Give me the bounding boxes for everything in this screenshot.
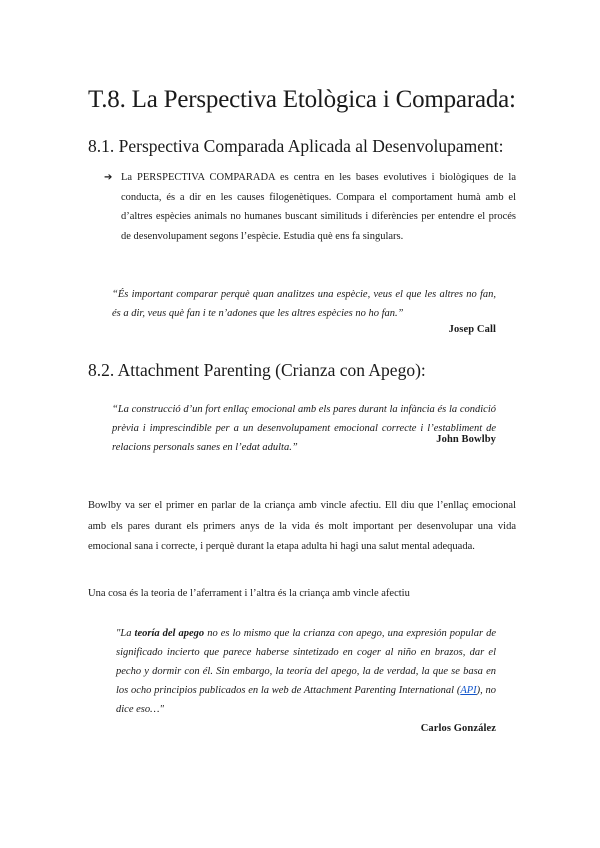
quote-author: Carlos González	[420, 723, 496, 734]
quote-carlos-gonzalez	[116, 624, 496, 719]
section-heading-8-2: 8.2. Attachment Parenting (Crianza con Apego):	[88, 360, 426, 380]
bullet-paragraph	[104, 168, 516, 246]
statement-line: Una cosa és la teoria de l’aferrament i l’altra és la criança amb vincle afectiu	[88, 588, 410, 599]
api-link[interactable]: API	[460, 685, 477, 696]
quote-text: ), no dice eso…"	[116, 685, 497, 715]
body-paragraph: Bowlby va ser el primer en parlar de la criança amb vincle afectiu. Ell diu que l’enllaç emocional amb els pares durant els primers anys de la vida és molt important per desenvolupar una vida emocional sana i correcte, i perquè durant la etapa adulta hi hagi una salut mental adequada.	[88, 500, 516, 552]
quote-author: John Bowlby	[436, 434, 496, 445]
quote-text: no es lo mismo que la crianza con apego, una expresión popular de significado incierto que parece haberse sintetizado en coger al niño en brazos, dar el pecho y dormir con él. Sin embargo, la teoría del apego, la de verdad, la que se basa en los ocho principios publicados en la web de Attachment Parenting International (	[116, 628, 497, 696]
quote-text: "La	[116, 628, 135, 639]
section-heading-8-1: 8.1. Perspectiva Comparada Aplicada al Desenvolupament:	[88, 136, 504, 156]
page-title: T.8. La Perspectiva Etològica i Comparada:	[88, 86, 516, 113]
quote-bold-term: teoría del apego	[134, 628, 205, 639]
quote-josep-call: “És important comparar perquè quan analitzes una espècie, veus el que les altres no fan, és a dir, veus què fan i te n’adones que les altres espècies no ho fan.”	[112, 289, 496, 319]
arrow-bullet-icon: ➔	[104, 172, 113, 183]
quote-author: Josep Call	[448, 324, 496, 335]
quote-john-bowlby: “La construcció d’un fort enllaç emocional amb els pares durant la infància és la condició prèvia i imprescindible per a un desenvolupament emocional correcte i l’establiment de relacions personals sanes en l’edat adulta.”	[112, 404, 496, 453]
bullet-text: La PERSPECTIVA COMPARADA es centra en les bases evolutives i biològiques de la conducta, és a dir en les causes filogenètiques. Compara el comportament humà amb el d’altres espècies animals no humanes buscant similituds i diferències per entendre el procés de desenvolupament segons l’espècie. Estudia què ens fa singulars.	[121, 172, 516, 242]
